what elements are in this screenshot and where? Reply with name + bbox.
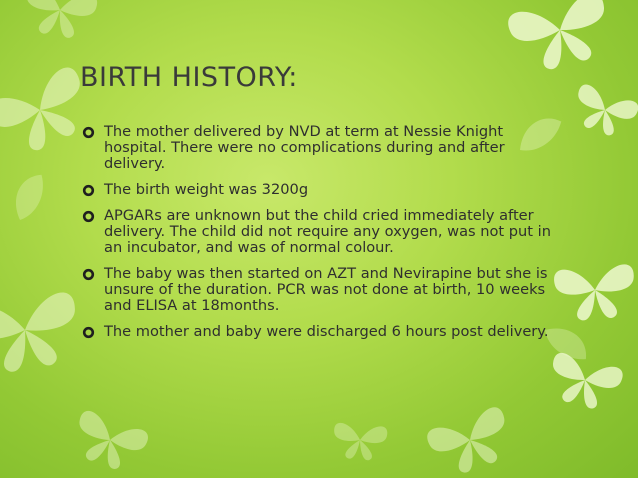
butterfly-icon bbox=[425, 405, 518, 478]
list-item bbox=[82, 182, 562, 198]
ring-bullet-icon bbox=[82, 184, 95, 197]
ring-bullet-icon bbox=[82, 326, 95, 339]
slide-title: BIRTH HISTORY: bbox=[80, 62, 298, 93]
butterfly-icon bbox=[506, 0, 617, 77]
butterfly-icon bbox=[0, 291, 84, 378]
butterfly-icon bbox=[544, 351, 625, 414]
butterfly-icon bbox=[553, 264, 637, 323]
list-item bbox=[82, 124, 562, 172]
butterfly-icon bbox=[332, 422, 388, 461]
leaf-icon bbox=[6, 169, 52, 224]
list-item bbox=[82, 208, 562, 256]
bullet-text: APGARs are unknown but the child cried immediately after delivery. The child did not require any oxygen, was not put in an incubator, and was of normal colour. bbox=[104, 207, 551, 256]
bullet-text: The mother delivered by NVD at term at Nessie Knight hospital. There were no complications during and after delivery. bbox=[104, 123, 505, 172]
list-item bbox=[82, 266, 562, 314]
bullet-text: The birth weight was 3200g bbox=[104, 181, 309, 198]
bullet-text: The mother and baby were discharged 6 hours post delivery. bbox=[104, 323, 549, 340]
ring-bullet-icon bbox=[82, 210, 95, 223]
butterfly-icon bbox=[21, 0, 99, 42]
ring-bullet-icon bbox=[82, 126, 95, 139]
list-item bbox=[82, 324, 562, 340]
bullet-text: The baby was then started on AZT and Nevirapine but she is unsure of the duration. PCR was not done at birth, 10 weeks and ELISA at 18months. bbox=[104, 265, 548, 314]
ring-bullet-icon bbox=[82, 268, 95, 281]
butterfly-icon bbox=[68, 409, 151, 477]
bullet-list bbox=[82, 124, 562, 350]
butterfly-icon bbox=[568, 83, 638, 142]
